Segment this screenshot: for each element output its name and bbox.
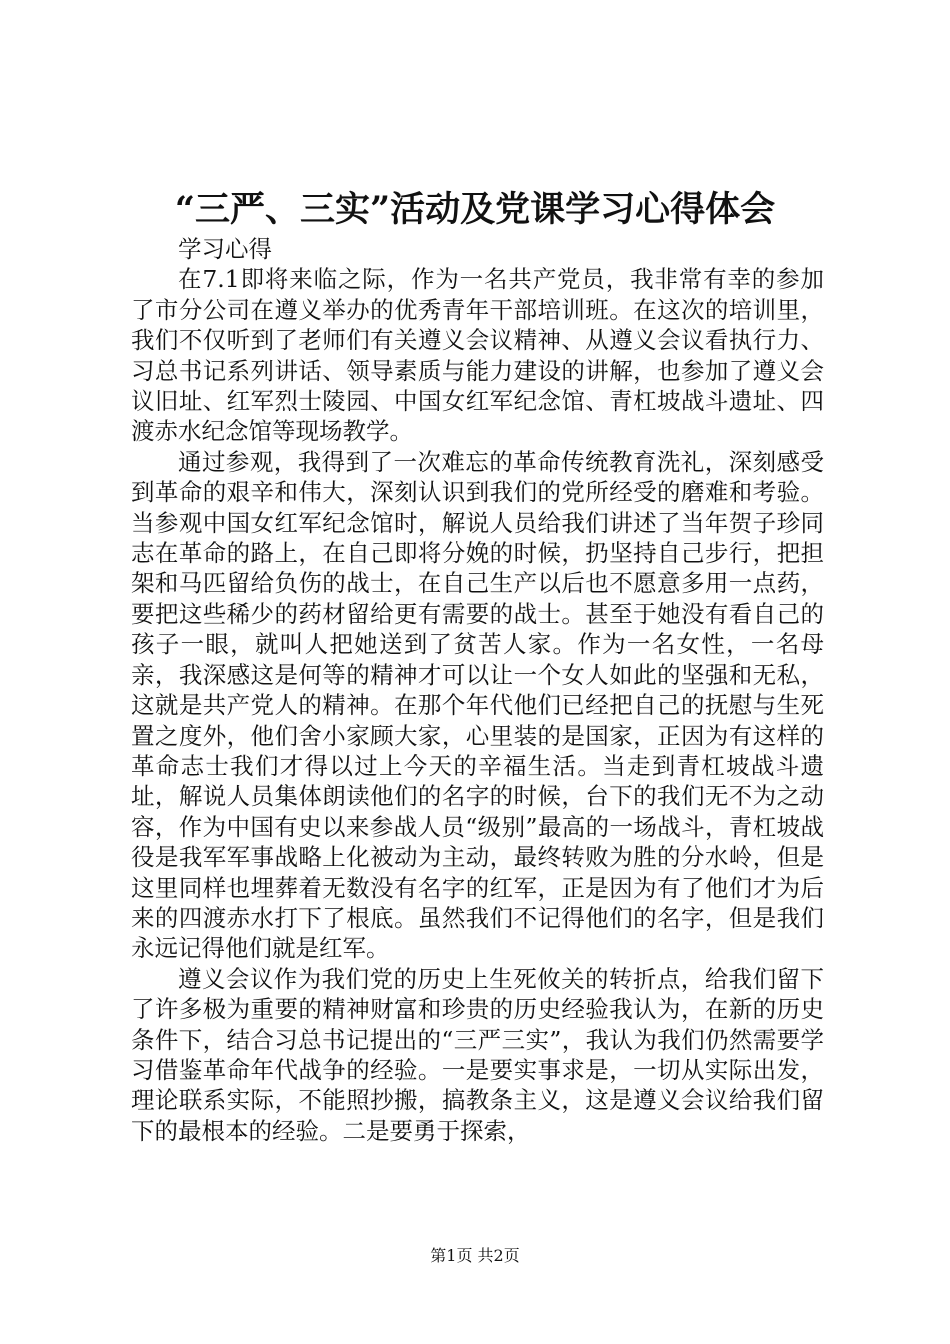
document-body: [131, 234, 824, 1146]
paragraph-3: 遵义会议作为我们党的历史上生死攸关的转折点，给我们留下了许多极为重要的精神财富和珍贵的历史经验我认为，在新的历史条件下，结合习总书记提出的“三严三实”，我认为我们仍然需要学习借鉴革命年代战争的经验。一是要实事求是，一切从实际出发，理论联系实际，不能照抄搬，搞教条主义，这是遵义会议给我们留下的最根本的经验。二是要勇于探索，: [131, 964, 824, 1145]
paragraph-1: 在7.1即将来临之际，作为一名共产党员，我非常有幸的参加了市分公司在遵义举办的优秀青年干部培训班。在这次的培训里，我们不仅听到了老师们有关遵义会议精神、从遵义会议看执行力、习总书记系列讲话、领导素质与能力建设的讲解，也参加了遵义会议旧址、红军烈士陵园、中国女红军纪念馆、青杠坡战斗遗址、四渡赤水纪念馆等现场教学。: [131, 265, 824, 446]
page-footer: 第1页 共2页: [430, 1246, 520, 1265]
section-heading: 学习心得: [178, 235, 272, 263]
document-title: “三严、三实”活动及党课学习心得体会: [174, 189, 776, 230]
paragraph-2: 通过参观，我得到了一次难忘的革命传统教育洗礼，深刻感受到革命的艰辛和伟大，深刻认识到我们的党所经受的磨难和考验。当参观中国女红军纪念馆时，解说人员给我们讲述了当年贺子珍同志在革命的路上，在自己即将分娩的时候，扔坚持自己步行，把担架和马匹留给负伤的战士，在自己生产以后也不愿意多用一点药，要把这些稀少的药材留给更有需要的战士。甚至于她没有看自己的孩子一眼，就叫人把她送到了贫苦人家。作为一名女性，一名母亲，我深感这是何等的精神才可以让一个女人如此的坚强和无私，这就是共产党人的精神。在那个年代他们已经把自己的抚慰与生死置之度外，他们舍小家顾大家，心里装的是国家，正因为有这样的革命志士我们才得以过上今天的辛福生活。当走到青杠坡战斗遗址，解说人员集体朗读他们的名字的时候，台下的我们无不为之动容，作为中国有史以来参战人员“级别”最高的一场战斗，青杠坡战役是我军军事战略上化被动为主动，最终转败为胜的分水岭，但是这里同样也埋葬着无数没有名字的红军，正是因为有了他们才为后来的四渡赤水打下了根底。虽然我们不记得他们的名字，但是我们永远记得他们就是红军。: [131, 447, 824, 963]
